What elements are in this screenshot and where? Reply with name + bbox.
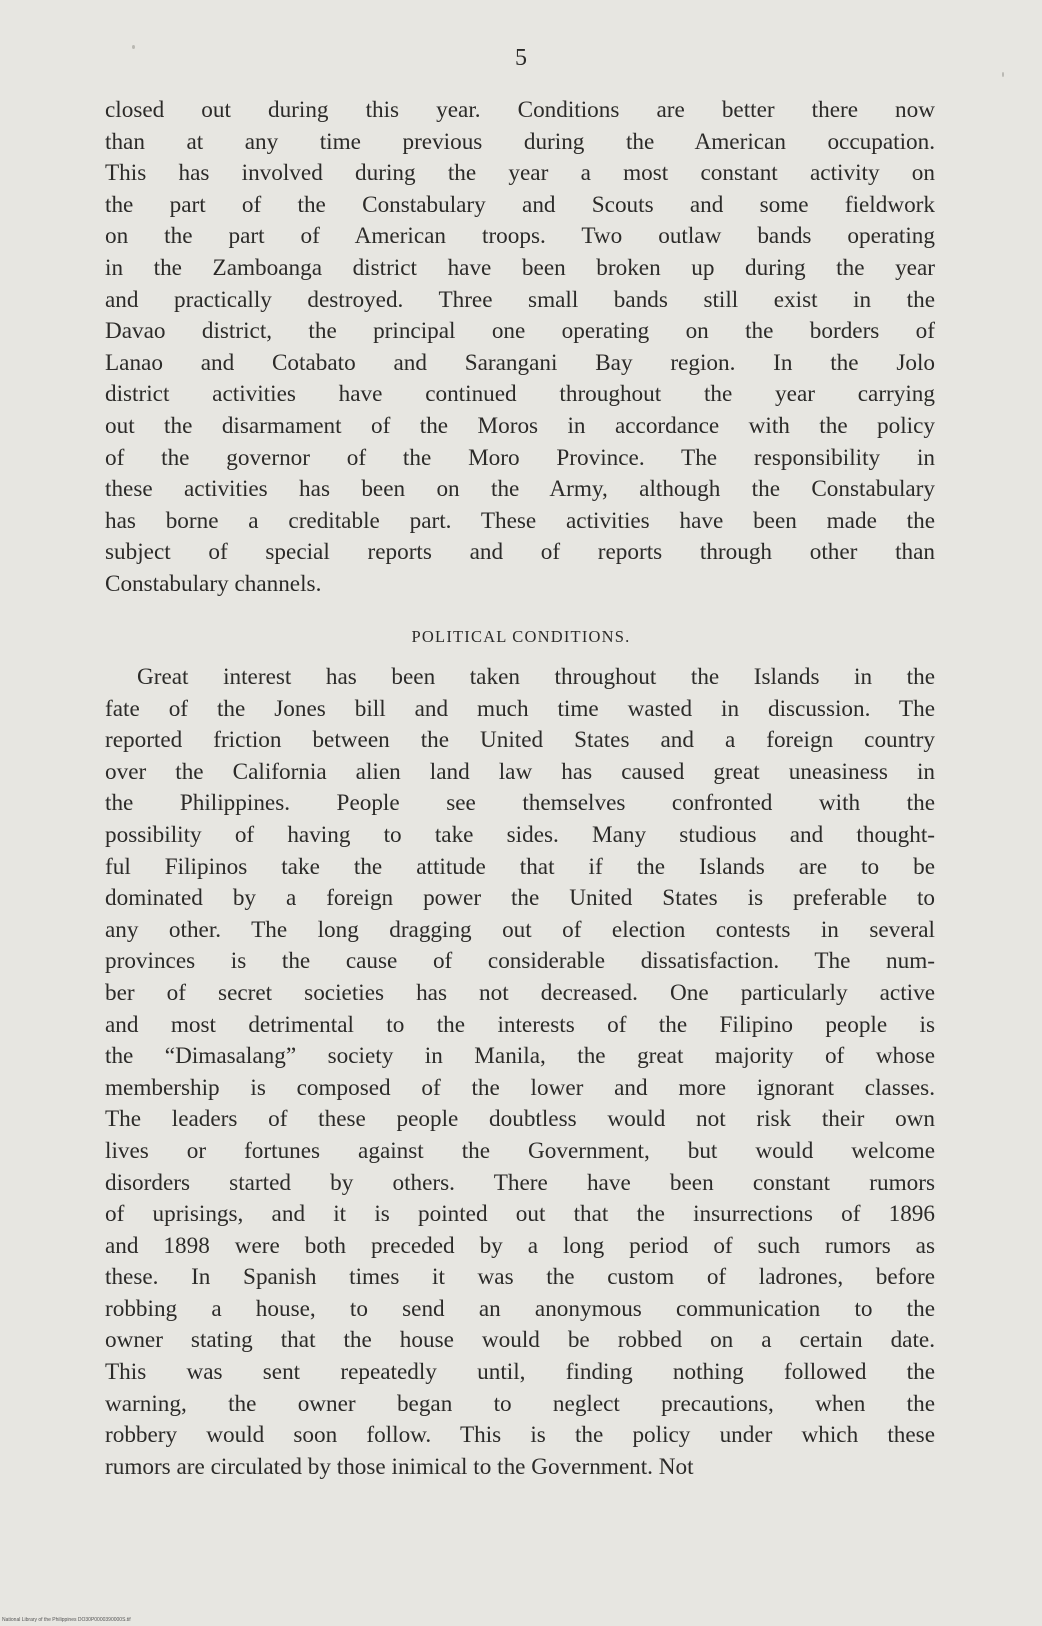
text-line: owner stating that the house would be robbed on a certain date. bbox=[105, 1327, 935, 1354]
text-line: of uprisings, and it is pointed out that the insurrections of 1896 bbox=[105, 1201, 935, 1228]
section-heading: POLITICAL CONDITIONS. bbox=[411, 627, 631, 646]
paragraph-military-operations bbox=[105, 95, 935, 601]
text-line: disorders started by others. There have been constant rumors bbox=[105, 1169, 935, 1196]
text-line: in the Zamboanga district have been broken up during the year bbox=[105, 254, 935, 281]
text-line: possibility of having to take sides. Many studious and thought- bbox=[105, 821, 935, 848]
text-line: Lanao and Cotabato and Sarangani Bay region. In the Jolo bbox=[105, 349, 935, 376]
text-line: than at any time previous during the American occupation. bbox=[105, 128, 935, 155]
text-line: the Philippines. People see themselves confronted with the bbox=[105, 790, 935, 817]
text-line: and most detrimental to the interests of the Filipino people is bbox=[105, 1011, 935, 1038]
text-line: out the disarmament of the Moros in accordance with the policy bbox=[105, 412, 935, 439]
text-line: membership is composed of the lower and more ignorant classes. bbox=[105, 1074, 935, 1101]
text-line: lives or fortunes against the Government, but would welcome bbox=[105, 1137, 935, 1164]
text-line: Great interest has been taken throughout the Islands in the bbox=[137, 664, 935, 690]
text-line: provinces is the cause of considerable dissatisfaction. The num- bbox=[105, 948, 935, 975]
text-line: closed out during this year. Conditions are better there now bbox=[105, 97, 935, 123]
text-line: on the part of American troops. Two outlaw bands operating bbox=[105, 223, 935, 250]
paragraph-political-conditions bbox=[105, 662, 935, 1483]
scan-speck bbox=[1002, 72, 1004, 77]
text-line: has borne a creditable part. These activities have been made the bbox=[105, 507, 935, 534]
text-line: the part of the Constabulary and Scouts and some fieldwork bbox=[105, 191, 935, 218]
scan-speck bbox=[132, 45, 135, 49]
text-line: fate of the Jones bill and much time wasted in discussion. The bbox=[105, 695, 935, 722]
text-line: Constabulary channels. bbox=[105, 570, 322, 597]
text-line: district activities have continued throughout the year carrying bbox=[105, 381, 935, 408]
text-line: robbing a house, to send an anonymous communication to the bbox=[105, 1295, 935, 1322]
text-line: and 1898 were both preceded by a long period of such rumors as bbox=[105, 1232, 935, 1259]
text-line: This was sent repeatedly until, finding nothing followed the bbox=[105, 1359, 935, 1386]
text-line: reported friction between the United States and a foreign country bbox=[105, 727, 935, 754]
text-line: dominated by a foreign power the United States is preferable to bbox=[105, 885, 935, 912]
text-line: any other. The long dragging out of election contests in several bbox=[105, 916, 935, 943]
text-line: over the California alien land law has caused great uneasiness in bbox=[105, 758, 935, 785]
text-line: robbery would soon follow. This is the policy under which these bbox=[105, 1422, 935, 1449]
text-line: Davao district, the principal one operating on the borders of bbox=[105, 318, 935, 345]
text-line: The leaders of these people doubtless would not risk their own bbox=[105, 1106, 935, 1133]
text-line: rumors are circulated by those inimical to the Government. Not bbox=[105, 1453, 694, 1480]
text-line: warning, the owner began to neglect precautions, when the bbox=[105, 1390, 935, 1417]
text-line: subject of special reports and of reports through other than bbox=[105, 539, 935, 566]
text-line: ber of secret societies has not decreased. One particularly active bbox=[105, 979, 935, 1006]
text-line: these activities has been on the Army, although the Constabulary bbox=[105, 476, 935, 503]
page-number: 5 bbox=[515, 45, 527, 71]
text-line: of the governor of the Moro Province. The responsibility in bbox=[105, 444, 935, 471]
text-line: ful Filipinos take the attitude that if the Islands are to be bbox=[105, 853, 935, 880]
text-line: This has involved during the year a most constant activity on bbox=[105, 160, 935, 187]
text-line: these. In Spanish times it was the custom of ladrones, before bbox=[105, 1264, 935, 1291]
scan-credit: National Library of the Philippines DO30P0000390000S.tif bbox=[2, 1617, 131, 1623]
text-line: the “Dimasalang” society in Manila, the great majority of whose bbox=[105, 1043, 935, 1070]
text-line: and practically destroyed. Three small bands still exist in the bbox=[105, 286, 935, 313]
